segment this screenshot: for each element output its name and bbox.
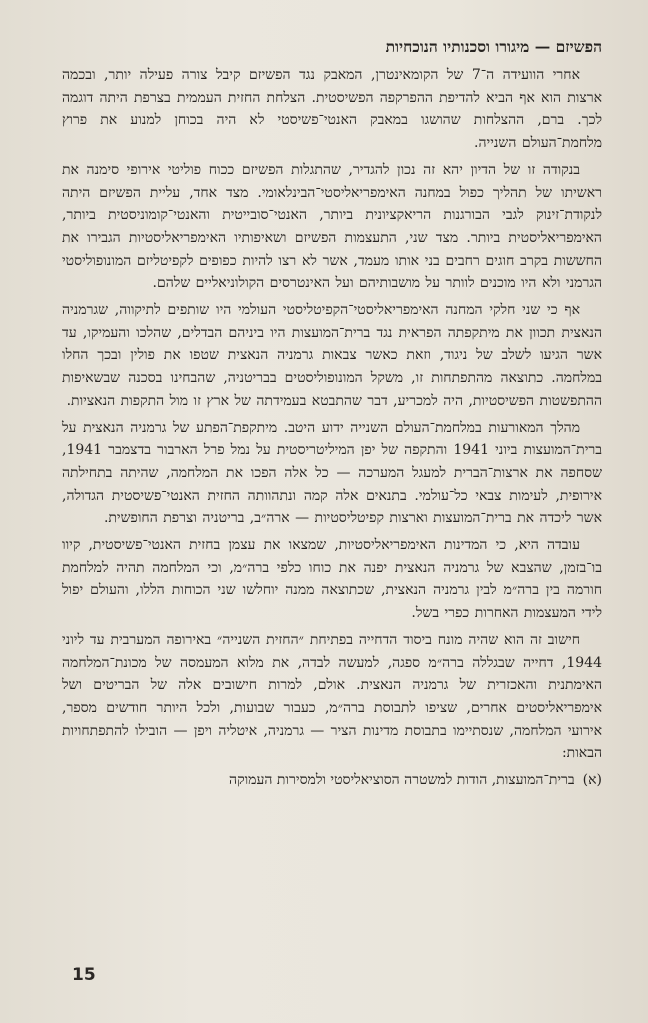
list-item-marker: (א) (582, 772, 602, 789)
running-head: הפשיזם — מיגורו וסכנותיו הנוכחיות (385, 37, 602, 56)
paragraph-2: בנקודה זו של הדיון יהא זה נכון להגדיר, שהתגלות הפשיזם ככוח פוליטי אירופי סימנה את ראשיתו של תהליך כפול במחנה האימפריאליסטי־הבינלאומי. מצד אחד, עליית הפשיזם היתה לנקודת־זינוק לגבי הבורגנות הריאקציונית ביותר, האנטי־סובייטית והאנטי־קומוניסטית ביותר, האימפריאליסטית ביותר. מצד שני, התעצמות הפשיזם ושאיפותיו האימפריאליסטיות הגבירו את החששות בקרב חוגים רחבים בני אותו מעמד, אשר לא רצו להיות כפופים לקפיטליזם המונופוליסטי הגרמני ולא היו מוכנים לוותר על מושבותיהם ועל האינטרסים הקולוניאליים שלהם. (62, 161, 602, 292)
paragraph-5: עובדה היא, כי המדינות האימפריאליסטיות, שמצאו את עצמן בחזית האנטי־פשיסטית, קיוו בו־בזמן, שהצבא של גרמניה הנאצית יפנה את כוחו כלפי ברה״מ, וכי המלחמה תהיה למלחמת חורמה בין ברה״מ לבין גרמניה הנאצית, שכתוצאה ממנה יוחלשו שני הכוחות הללו, והעולם יפול לידי המעצמות האחרות כפרי בשל. (62, 537, 602, 622)
page-number: 15 (72, 965, 96, 985)
body-text (62, 64, 602, 792)
list-item (62, 769, 602, 792)
list-item-text: ברית־המועצות, הודות למשטרה הסוציאליסטי ולמסירות העמוקה (229, 772, 575, 789)
paragraph-3: אף כי שני חלקי המחנה האימפריאליסטי־הקפיטליסטי העולמי היו שותפים לתיקווה, שגרמניה הנאצית תכוון את מיתקפתה הפראית נגד ברית־המועצות היו ביניהם הבדלים, שהלכו והעמיקו, עד אשר הגיעו לשלב של ניגוד, וזאת כאשר צבאות גרמניה הנאצית שטפו את פולין ובכך החלו במלחמה. כתוצאה מהתפתחות זו, משקל המונופוליסטים בבריטניה, שהבחינו בסכנה שבשאיפות ההתפשטות הפשיסטיות, היה למכריע, דבר שהתבטא בעמידתה של ארץ זו מול התקפות הנאציות. (62, 302, 602, 409)
paragraph-4: מהלך המאורעות במלחמת־העולם השנייה ידוע היטב. מיתקפת־הפתע של גרמניה הנאצית על ברית־המועצות ביוני 1941 והתקפה של יפן המיליטריסטית על נמל פרל הארבור בדצמבר 1941, שסחפה את ארצות־הברית למעגל המערכה — כל אלה הפכו את המלחמה, שהיתה בתחילתה אירופית, לעימות צבאי כל־עולמי. בתנאים אלה קמה ונתהוותה החזית האנטי־פשיסטית הגדולה, אשר ליכדה את ברית־המועצות וארצות קפיטליסטיות — ארה״ב, בריטניה וצרפת החופשית. (62, 419, 602, 527)
paragraph-1: אחרי הוועידה ה־7 של הקומאינטרן, המאבק נגד הפשיזם קיבל צורה פעילה יותר, ובכמה ארצות הוא אף הביא להדיפת ההפרקפה הפשיסטית. הצלחת החזית העממית בצרפת היתה דוגמה לכך. ברם, ההצלחות שהושגו במאבק האנטי־פשיסטי לא היה בכוחן למנוע את פרוץ מלחמת־העולם השנייה. (62, 67, 602, 152)
paragraph-6: חישוב זה הוא שהיה מונח ביסוד הדחייה בפתיחת ״החזית השנייה״ באירופה המערבית עד ליוני 1944, דחייה שבגללה ברה״מ ספגה, למעשה לבדה, את מלוא המעמסה של מכונת־המלחמה האימתנית והאכזרית של גרמניה הנאצית. אולם, למרות חישובים אלה של הבריטים ושל אימפריאליסטים אחרים, שציפו לתבוסת ברה״מ, כעבור שבועות, ולכל היותר חודשים מספר, אירועי המלחמה, שנסתיימו בתבוסת מדינות הציר — גרמניה, איטליה ויפן — הובילו להתפתחויות הבאות: (62, 631, 602, 762)
